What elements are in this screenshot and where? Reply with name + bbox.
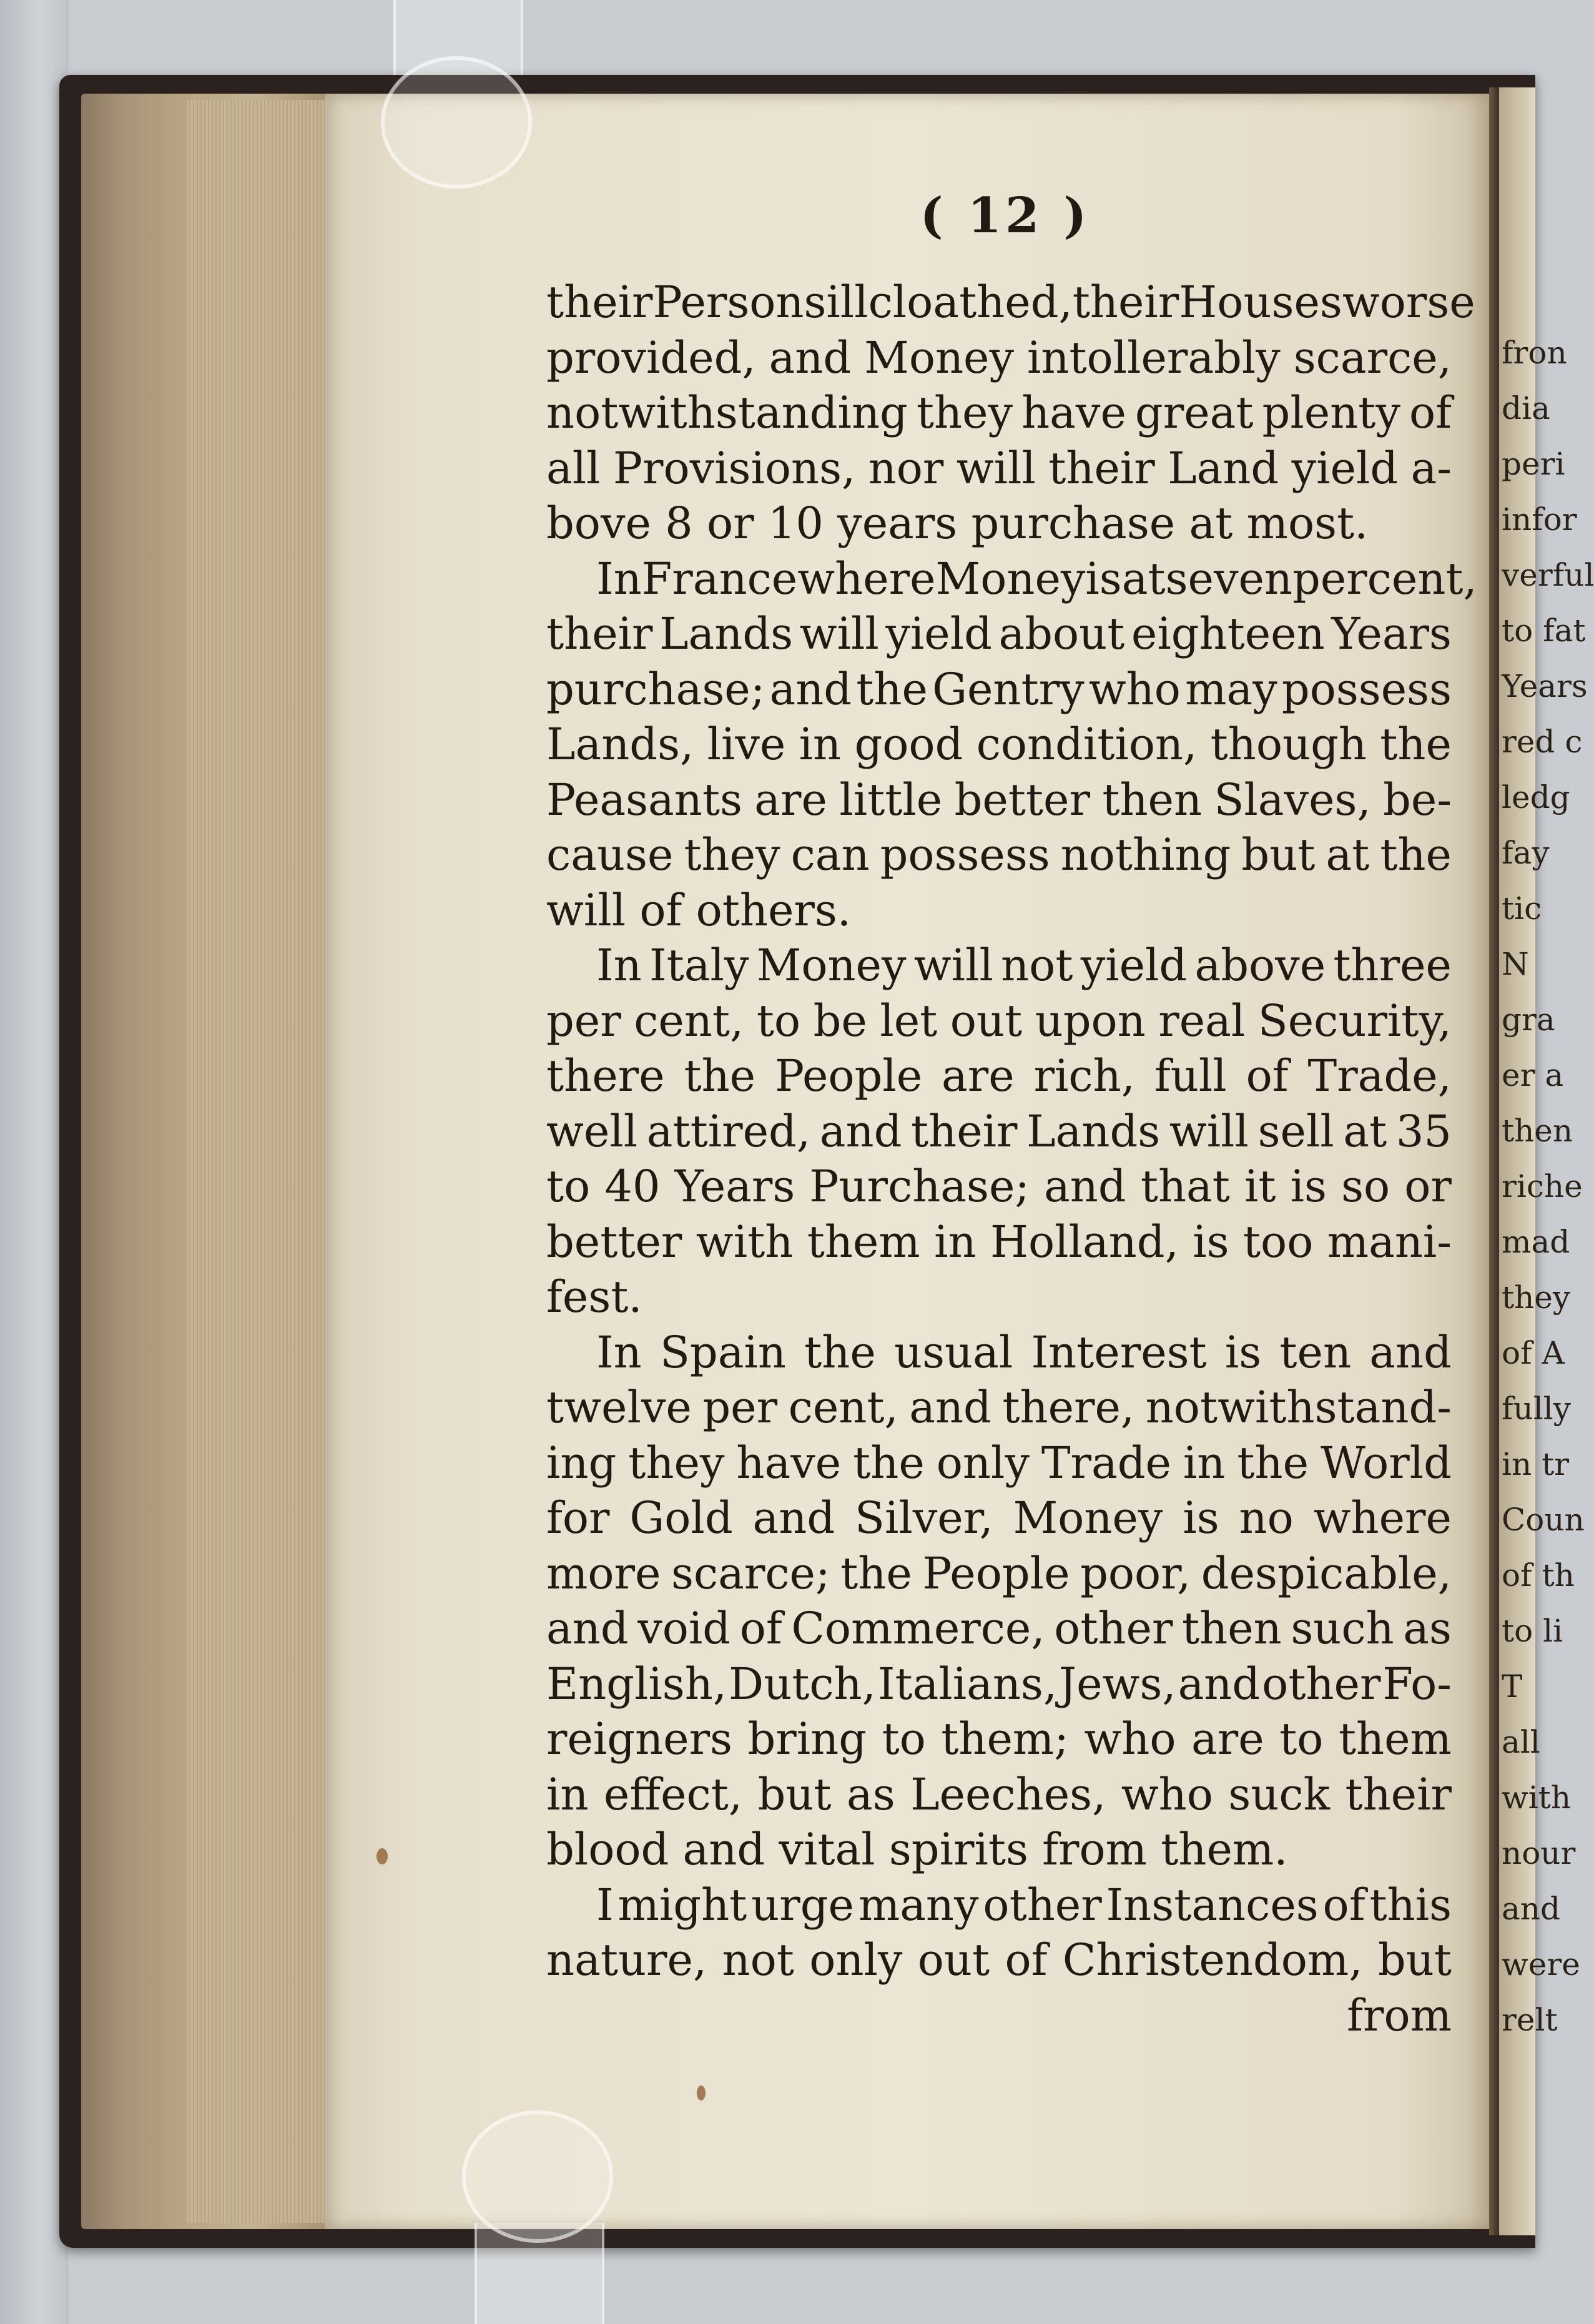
facing-page-fragment: Coun [1502, 1502, 1585, 1538]
text-line: in effect, but as Leeches, who suck their [546, 1768, 1452, 1820]
text-line: more scarce; the People poor, despicable, [546, 1547, 1452, 1599]
page-number: ( 12 ) [920, 187, 1091, 244]
facing-page-fragment: riche [1502, 1168, 1583, 1204]
facing-page-fragment: of A [1502, 1335, 1565, 1371]
catchword: from [1347, 1989, 1452, 2041]
clip-strap-bottom [475, 2223, 604, 2324]
facing-page-fragment: were [1502, 1946, 1580, 1982]
facing-page-fragment: fay [1502, 835, 1550, 871]
facing-page-fragment: T [1502, 1668, 1523, 1705]
facing-page-fragment: to fat [1502, 613, 1586, 649]
text-line: per cent, to be let out upon real Security, [546, 995, 1452, 1046]
facing-page [1499, 87, 1594, 2235]
facing-page-fragment: in tr [1502, 1446, 1570, 1482]
text-line: will of others. [546, 884, 852, 936]
foxing-spot [376, 1848, 388, 1864]
text-line: bove 8 or 10 years purchase at most. [546, 498, 1369, 549]
text-line: cause they can possess nothing but at the [546, 829, 1452, 880]
facing-page-fragment: with [1502, 1780, 1572, 1816]
book-gutter [1489, 87, 1499, 2235]
text-line: there the People are rich, full of Trade, [546, 1050, 1452, 1101]
facing-page-fragment: then [1502, 1113, 1573, 1149]
text-line: I might urge many other Instances of this [596, 1879, 1452, 1931]
foxing-spot [697, 2085, 706, 2100]
facing-page-fragment: tic [1502, 890, 1542, 927]
facing-page-fragment: of th [1502, 1557, 1575, 1593]
page-edges [187, 100, 325, 2223]
facing-page-fragment: fully [1502, 1391, 1571, 1427]
text-line: reigners bring to them; who are to them [546, 1713, 1452, 1765]
facing-page-fragment: and [1502, 1891, 1561, 1927]
text-line: nature, not only out of Christendom, but [546, 1934, 1452, 1986]
text-line: In Italy Money will not yield above three [596, 940, 1452, 991]
text-line: to 40 Years Purchase; and that it is so or [546, 1161, 1452, 1212]
text-line: provided, and Money intollerably scarce, [546, 332, 1452, 383]
facing-page-fragment: infor [1502, 501, 1577, 538]
text-line: for Gold and Silver, Money is no where [546, 1492, 1452, 1544]
text-line: English, Dutch, Italians, Jews, and other Fo- [546, 1658, 1452, 1710]
facing-page-fragment: dia [1502, 390, 1550, 426]
page-clip-top [381, 56, 532, 189]
cradle-background [0, 0, 69, 2324]
page-text [546, 194, 1477, 2043]
facing-page-fragment: gra [1502, 1002, 1555, 1038]
facing-page-fragment: peri [1502, 446, 1565, 482]
text-line: and void of Commerce, other then such as [546, 1603, 1452, 1654]
facing-page-fragment: verful [1502, 557, 1594, 593]
text-line: purchase; and the Gentry who may possess [546, 663, 1452, 715]
text-line: blood and vital spirits from them. [546, 1824, 1288, 1875]
text-line: better with them in Holland, is too mani- [546, 1216, 1452, 1268]
text-line: their Lands will yield about eighteen Years [546, 608, 1452, 659]
text-line: notwithstanding they have great plenty of [546, 387, 1452, 438]
text-line: twelve per cent, and there, notwithstand- [546, 1382, 1452, 1433]
text-line: In Spain the usual Interest is ten and [596, 1326, 1452, 1378]
text-line: Lands, live in good condition, though the [546, 719, 1452, 770]
facing-page-fragment: fron [1502, 335, 1567, 371]
facing-page-fragment: er a [1502, 1057, 1564, 1093]
facing-page-fragment: relt [1502, 2002, 1558, 2038]
facing-page-fragment: to li [1502, 1613, 1563, 1649]
text-line: their Persons ill cloathed, their Houses worse [546, 277, 1475, 328]
facing-page-fragment: N [1502, 946, 1529, 982]
facing-page-fragment: ledg [1502, 779, 1570, 815]
facing-page-fragment: red c [1502, 724, 1583, 760]
facing-page-fragment: all [1502, 1724, 1540, 1760]
text-line: fest. [546, 1271, 642, 1322]
text-line: In France where Money is at seven per cent, [596, 553, 1477, 604]
text-line: Peasants are little better then Slaves, be- [546, 774, 1452, 825]
text-line: well attired, and their Lands will sell at 35 [546, 1105, 1452, 1157]
facing-page-fragment: mad [1502, 1224, 1570, 1260]
text-line: ing they have the only Trade in the World [546, 1437, 1452, 1489]
facing-page-fragment: nour [1502, 1835, 1576, 1871]
facing-page-fragment: Years [1502, 668, 1588, 704]
text-line: all Provisions, nor will their Land yield a- [546, 442, 1452, 494]
facing-page-fragment: they [1502, 1279, 1571, 1316]
